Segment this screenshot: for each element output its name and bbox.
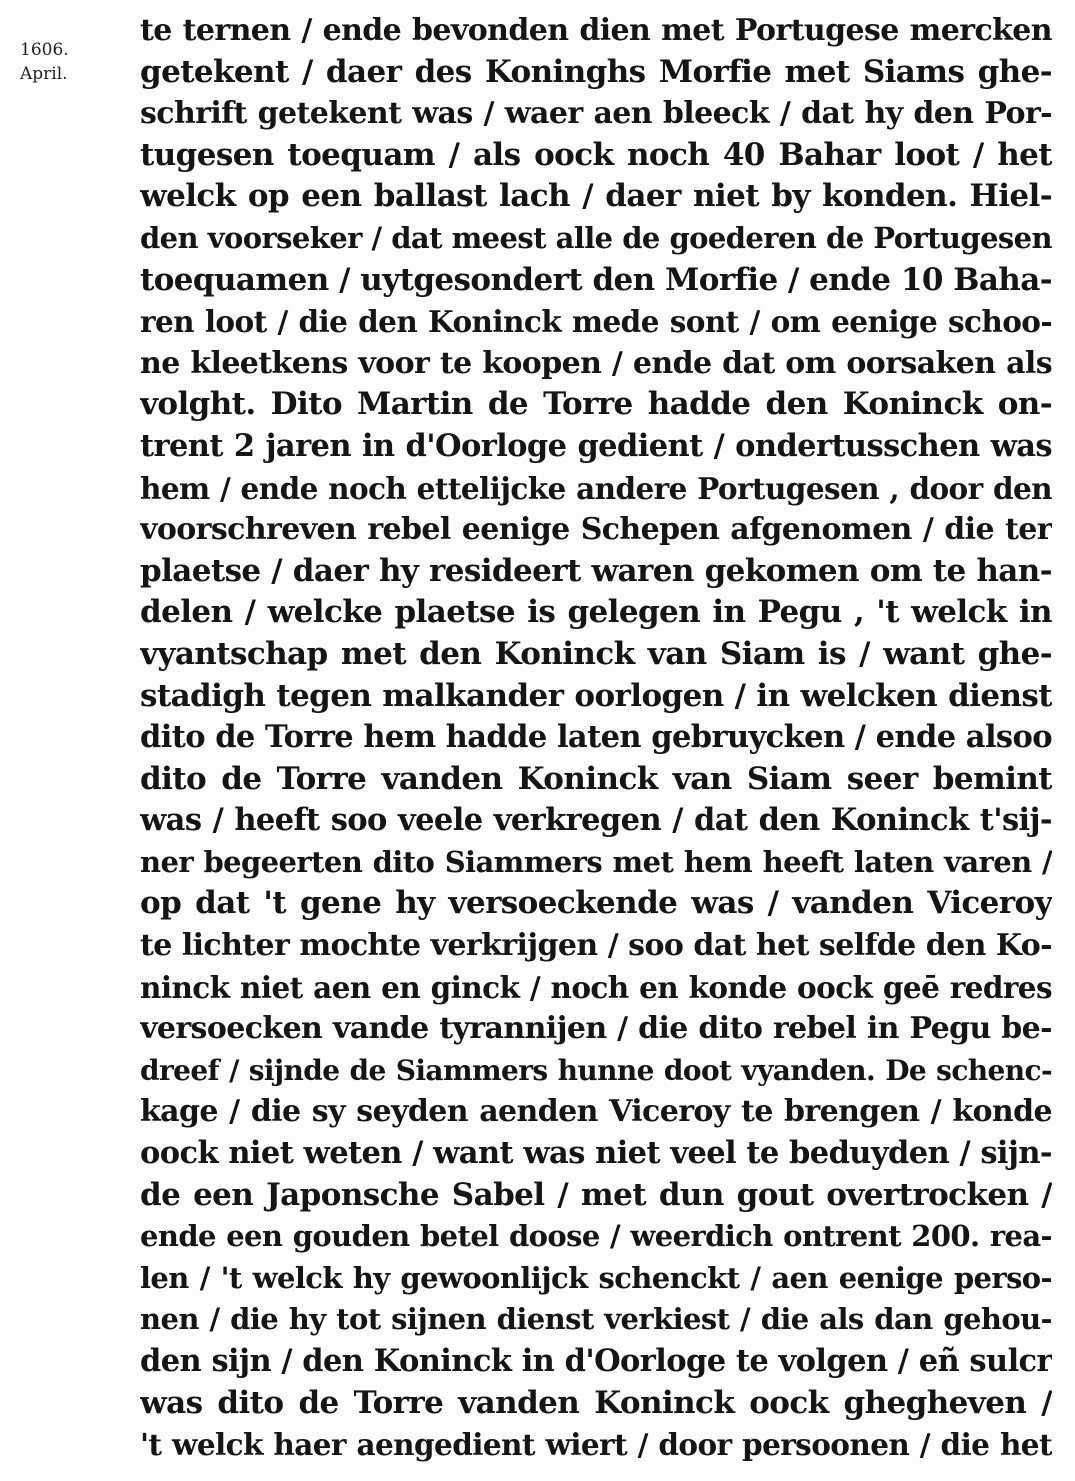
text-line: ne kleetkens voor te koopen / ende dat om oorsaken als	[140, 345, 1052, 381]
text-line: op dat 't gene hy versoeckende was / vanden Viceroy	[140, 885, 1052, 922]
text-line: den voorseker / dat meest alle de goederen de Portugesen	[140, 220, 1052, 255]
text-line: kage / die sy seyden aenden Viceroy te brengen / konde	[140, 1094, 1052, 1130]
text-line: delen / welcke plaetse is gelegen in Pegu , 't welck in	[140, 594, 1052, 631]
margin-note	[20, 38, 100, 86]
text-line: getekent / daer des Koninghs Morfie met Siams ghe-	[140, 53, 1052, 90]
text-line: tugesen toequam / als oock noch 40 Bahar loot / het	[140, 136, 1052, 173]
text-line: dreef / sijnde de Siammers hunne doot vyanden. De schenc-	[140, 1053, 1052, 1087]
text-line: dito de Torre hem hadde laten gebruycken / ende alsoo	[140, 719, 1052, 756]
text-line: welck op een ballast lach / daer niet by konden. Hiel-	[140, 178, 1052, 215]
body-text	[140, 10, 1052, 1466]
text-line: hem / ende noch ettelijcke andere Portugesen , door den	[140, 470, 1052, 506]
margin-note-month: April.	[20, 64, 68, 84]
text-line: versoecken vande tyrannijen / die dito rebel in Pegu be-	[140, 1011, 1052, 1047]
text-line: was / heeft soo veele verkregen / dat den Koninck t'sij-	[140, 802, 1052, 839]
text-line: trent 2 jaren in d'Oorloge gedient / ondertusschen was	[140, 427, 1052, 464]
text-line: dito de Torre vanden Koninck van Siam seer bemint	[140, 760, 1052, 797]
text-line: te ternen / ende bevonden dien met Portugese mercken	[140, 13, 1052, 48]
margin-note-year: 1606.	[20, 40, 69, 60]
text-line: den sijn / den Koninck in d'Oorloge te volgen / eñ sulcr	[140, 1343, 1052, 1379]
text-line: was dito de Torre vanden Koninck oock ghegheven /	[140, 1384, 1052, 1421]
text-line: ende een gouden betel doose / weerdich ontrent 200. rea-	[140, 1219, 1052, 1254]
text-line: plaetse / daer hy resideert waren gekomen om te han-	[140, 552, 1052, 589]
text-line: oock niet weten / want was niet veel te beduyden / sijn-	[140, 1135, 1052, 1172]
text-line: toequamen / uytgesondert den Morfie / ende 10 Baha-	[140, 261, 1052, 298]
text-line: ner begeerten dito Siammers met hem heeft laten varen /	[140, 844, 1052, 879]
text-line: te lichter mochte verkrijgen / soo dat het selfde den Ko-	[140, 928, 1052, 964]
text-line: ninck niet aen en ginck / noch en konde oock geē redres	[140, 969, 1052, 1005]
text-line: stadigh tegen malkander oorlogen / in welcken dienst	[140, 677, 1052, 714]
text-line: nen / die hy tot sijnen dienst verkiest / die als dan gehou-	[140, 1302, 1052, 1337]
text-line: volght. Dito Martin de Torre hadde den Koninck on-	[140, 386, 1052, 423]
text-line: ren loot / die den Koninck mede sont / om eenige schoo-	[140, 304, 1052, 340]
text-line: de een Japonsche Sabel / met dun gout overtrocken /	[140, 1176, 1052, 1213]
text-line: 't welck haer aengedient wiert / door persoonen / die het	[140, 1427, 1052, 1463]
text-line: schrift getekent was / waer aen bleeck / dat hy den Por-	[140, 96, 1052, 132]
text-line: len / 't welck hy gewoonlijck schenckt / aen eenige perso-	[140, 1260, 1052, 1295]
text-line: voorschreven rebel eenige Schepen afgenomen / die ter	[140, 512, 1052, 548]
text-line: vyantschap met den Koninck van Siam is / want ghe-	[140, 635, 1052, 672]
